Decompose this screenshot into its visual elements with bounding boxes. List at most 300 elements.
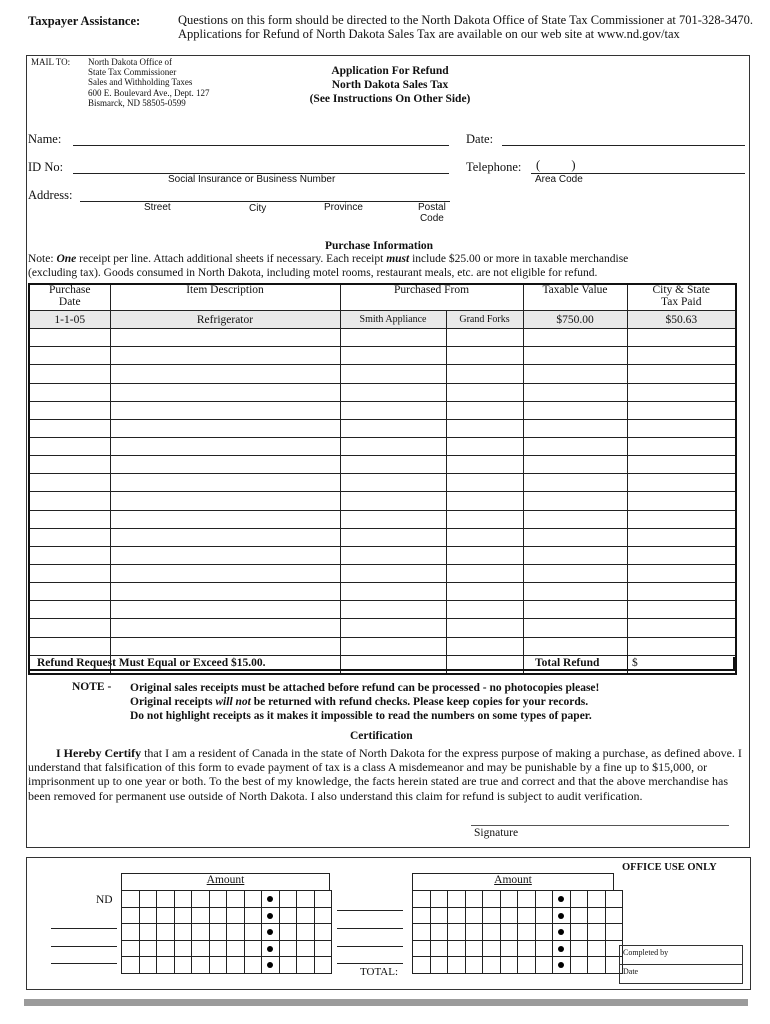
digit-cell[interactable] <box>122 957 140 974</box>
decimal-point-cell[interactable] <box>553 940 571 957</box>
table-cell[interactable] <box>110 564 340 582</box>
digit-cell[interactable] <box>430 940 448 957</box>
col-purchased-from: Purchased From <box>340 284 523 311</box>
digit-cell[interactable] <box>209 957 227 974</box>
digit-cell[interactable] <box>122 940 140 957</box>
note-line1: Original sales receipts must be attached before refund can be processed - no photocopies please! <box>130 682 600 694</box>
digit-cell[interactable] <box>244 891 262 908</box>
table-cell[interactable] <box>340 456 446 474</box>
code-line-5[interactable] <box>337 928 403 929</box>
digit-cell[interactable] <box>157 891 175 908</box>
digit-cell[interactable] <box>535 891 553 908</box>
table-cell[interactable] <box>110 528 340 546</box>
table-cell[interactable] <box>340 347 446 365</box>
table-cell[interactable] <box>627 546 736 564</box>
table-cell[interactable] <box>446 637 523 655</box>
digit-cell[interactable] <box>448 907 466 924</box>
table-row[interactable] <box>29 601 736 619</box>
total-refund-field[interactable]: $ <box>632 657 638 669</box>
table-cell[interactable] <box>29 329 110 347</box>
digit-cell[interactable] <box>483 891 501 908</box>
table-cell[interactable] <box>523 383 627 401</box>
table-cell[interactable] <box>110 347 340 365</box>
digit-cell[interactable] <box>244 924 262 941</box>
table-cell[interactable] <box>446 383 523 401</box>
table-cell[interactable] <box>523 583 627 601</box>
table-cell[interactable] <box>446 437 523 455</box>
digit-cell[interactable] <box>413 924 431 941</box>
digit-cell[interactable] <box>605 891 623 908</box>
digit-cell[interactable] <box>192 891 210 908</box>
table-cell[interactable] <box>340 528 446 546</box>
digit-cell[interactable] <box>588 924 606 941</box>
table-cell[interactable] <box>29 401 110 419</box>
digit-cell[interactable] <box>570 940 588 957</box>
table-cell[interactable] <box>627 401 736 419</box>
table-cell[interactable] <box>446 510 523 528</box>
amount-header-left: Amount <box>121 873 330 890</box>
note-line2-wrap: Original receipts will not be returned with refund checks. Please keep copies for your records. <box>130 696 589 708</box>
table-cell[interactable] <box>627 637 736 655</box>
table-cell[interactable] <box>340 401 446 419</box>
id-label: ID No: <box>28 160 64 174</box>
table-cell[interactable] <box>446 492 523 510</box>
table-cell[interactable] <box>446 329 523 347</box>
table-cell[interactable] <box>340 546 446 564</box>
digit-cell[interactable] <box>448 891 466 908</box>
table-cell[interactable] <box>340 492 446 510</box>
table-cell[interactable] <box>340 474 446 492</box>
table-cell[interactable] <box>523 564 627 582</box>
digit-cell[interactable] <box>518 940 536 957</box>
table-cell[interactable] <box>29 619 110 637</box>
amount-grid-right[interactable] <box>412 890 623 974</box>
digit-cell[interactable] <box>448 924 466 941</box>
table-cell[interactable] <box>340 619 446 637</box>
digit-cell[interactable] <box>465 940 483 957</box>
note-mid: receipt per line. Attach additional sheets if necessary. Each receipt <box>79 253 384 265</box>
table-cell[interactable] <box>446 347 523 365</box>
digit-cell[interactable] <box>448 957 466 974</box>
digit-cell[interactable] <box>518 891 536 908</box>
table-row[interactable] <box>29 546 736 564</box>
digit-cell[interactable] <box>279 907 297 924</box>
table-cell[interactable] <box>523 329 627 347</box>
table-cell[interactable] <box>627 383 736 401</box>
nd-label: ND <box>96 894 113 906</box>
digit-cell[interactable] <box>209 940 227 957</box>
digit-cell[interactable] <box>500 907 518 924</box>
total-label: TOTAL: <box>360 966 399 978</box>
digit-cell[interactable] <box>279 940 297 957</box>
digit-cell[interactable] <box>209 907 227 924</box>
digit-cell[interactable] <box>192 924 210 941</box>
table-cell[interactable] <box>110 546 340 564</box>
digit-cell[interactable] <box>279 924 297 941</box>
table-cell[interactable] <box>110 601 340 619</box>
digit-cell[interactable] <box>535 957 553 974</box>
table-cell[interactable] <box>446 546 523 564</box>
table-cell[interactable] <box>29 528 110 546</box>
decimal-point-cell[interactable] <box>262 891 280 908</box>
digit-cell[interactable] <box>570 907 588 924</box>
table-cell[interactable] <box>523 510 627 528</box>
table-row[interactable] <box>29 492 736 510</box>
table-cell[interactable] <box>110 383 340 401</box>
table-cell[interactable] <box>627 528 736 546</box>
table-cell[interactable] <box>627 419 736 437</box>
digit-cell[interactable] <box>314 957 332 974</box>
table-cell[interactable] <box>110 456 340 474</box>
completed-by-box[interactable]: Completed by <box>619 945 743 965</box>
code-line-4[interactable] <box>337 910 403 911</box>
refund-request-text: Refund Request Must Equal or Exceed $15.00. <box>37 657 266 669</box>
area-code-caption: Area Code <box>535 174 583 185</box>
digit-cell[interactable] <box>314 907 332 924</box>
table-cell[interactable] <box>523 601 627 619</box>
table-cell[interactable] <box>29 510 110 528</box>
digit-cell[interactable] <box>279 957 297 974</box>
table-cell[interactable] <box>523 401 627 419</box>
table-cell[interactable] <box>627 329 736 347</box>
digit-cell[interactable] <box>314 891 332 908</box>
digit-cell[interactable] <box>535 907 553 924</box>
table-row[interactable] <box>29 437 736 455</box>
digit-cell[interactable] <box>500 940 518 957</box>
table-cell[interactable] <box>340 329 446 347</box>
digit-cell[interactable] <box>227 891 245 908</box>
table-cell[interactable] <box>523 456 627 474</box>
note-must: must <box>386 253 410 265</box>
table-cell[interactable] <box>340 383 446 401</box>
code-line-6[interactable] <box>337 946 403 947</box>
table-row[interactable] <box>29 583 736 601</box>
taxpayer-assistance-label: Taxpayer Assistance: <box>28 14 141 28</box>
table-cell[interactable] <box>523 637 627 655</box>
date-label: Date: <box>466 132 494 146</box>
table-cell[interactable] <box>446 564 523 582</box>
digit-cell[interactable] <box>430 891 448 908</box>
digit-cell[interactable] <box>605 907 623 924</box>
decimal-point-cell[interactable] <box>262 940 280 957</box>
table-cell[interactable] <box>523 474 627 492</box>
digit-cell[interactable] <box>297 907 315 924</box>
digit-cell[interactable] <box>297 957 315 974</box>
table-cell[interactable] <box>110 419 340 437</box>
digit-cell[interactable] <box>500 891 518 908</box>
digit-cell[interactable] <box>174 891 192 908</box>
digit-cell[interactable] <box>413 891 431 908</box>
sample-city: Grand Forks <box>446 311 523 329</box>
digit-cell[interactable] <box>465 907 483 924</box>
table-cell[interactable] <box>110 474 340 492</box>
table-cell[interactable] <box>446 365 523 383</box>
digit-cell[interactable] <box>122 907 140 924</box>
digit-cell[interactable] <box>588 940 606 957</box>
decimal-point-cell[interactable] <box>262 924 280 941</box>
table-cell[interactable] <box>29 437 110 455</box>
table-cell[interactable] <box>446 474 523 492</box>
amount-header-right: Amount <box>412 873 614 890</box>
digit-cell[interactable] <box>430 957 448 974</box>
telephone-label: Telephone: <box>466 160 522 174</box>
digit-cell[interactable] <box>227 940 245 957</box>
digit-cell[interactable] <box>174 907 192 924</box>
table-cell[interactable] <box>627 564 736 582</box>
table-cell[interactable] <box>446 456 523 474</box>
table-cell[interactable] <box>110 492 340 510</box>
digit-cell[interactable] <box>139 891 157 908</box>
table-cell[interactable] <box>29 492 110 510</box>
digit-cell[interactable] <box>465 924 483 941</box>
table-cell[interactable] <box>523 492 627 510</box>
digit-cell[interactable] <box>483 924 501 941</box>
table-row[interactable] <box>29 365 736 383</box>
table-cell[interactable] <box>627 583 736 601</box>
decimal-point-cell[interactable] <box>553 891 571 908</box>
digit-cell[interactable] <box>518 924 536 941</box>
certification-text: I Hereby Certify that I am a resident of Canada in the state of North Dakota for the express purpose of making a purchase, as defined above. I understand that falsification of this form to evade payment of tax is a class A misdemeanor and may be punishable by a fine up to $15,000, or imprisonment up to one year or both. To the best of my knowledge, the facts herein stated are true and correct and that the above merchandise has been removed for permanent use outside of North Dakota. I also understand this claim for refund is subject to audit verification. <box>28 746 742 803</box>
amount-grid-left[interactable] <box>121 890 332 974</box>
digit-cell[interactable] <box>570 891 588 908</box>
table-row[interactable] <box>29 456 736 474</box>
table-cell[interactable] <box>627 510 736 528</box>
table-row[interactable] <box>29 474 736 492</box>
mail-to-label: MAIL TO: <box>31 57 71 67</box>
digit-cell[interactable] <box>139 957 157 974</box>
table-cell[interactable] <box>523 546 627 564</box>
digit-cell[interactable] <box>448 940 466 957</box>
table-cell[interactable] <box>627 474 736 492</box>
digit-cell[interactable] <box>297 924 315 941</box>
digit-cell[interactable] <box>157 957 175 974</box>
digit-cell[interactable] <box>174 940 192 957</box>
digit-cell[interactable] <box>518 957 536 974</box>
code-line-2[interactable] <box>51 946 117 947</box>
table-cell[interactable] <box>110 583 340 601</box>
table-cell[interactable] <box>627 456 736 474</box>
table-cell[interactable] <box>340 637 446 655</box>
table-cell[interactable] <box>29 637 110 655</box>
digit-cell[interactable] <box>297 940 315 957</box>
decimal-point-cell[interactable] <box>262 907 280 924</box>
name-field[interactable] <box>73 145 449 146</box>
digit-cell[interactable] <box>413 957 431 974</box>
table-row[interactable] <box>29 510 736 528</box>
table-cell[interactable] <box>29 365 110 383</box>
code-line-3[interactable] <box>51 963 117 964</box>
table-cell[interactable] <box>29 347 110 365</box>
province-caption: Province <box>324 202 363 213</box>
digit-cell[interactable] <box>297 891 315 908</box>
certification-title: Certification <box>350 730 413 742</box>
table-cell[interactable] <box>340 601 446 619</box>
table-row[interactable] <box>29 329 736 347</box>
refund-total-row <box>28 657 735 671</box>
digit-cell[interactable] <box>483 907 501 924</box>
table-cell[interactable] <box>446 601 523 619</box>
table-cell[interactable] <box>110 401 340 419</box>
digit-cell[interactable] <box>279 891 297 908</box>
table-cell[interactable] <box>110 329 340 347</box>
form-title-line1: Application For Refund <box>331 65 449 77</box>
table-cell[interactable] <box>29 474 110 492</box>
digit-cell[interactable] <box>244 957 262 974</box>
date-field[interactable] <box>502 145 745 146</box>
digit-cell[interactable] <box>465 957 483 974</box>
table-cell[interactable] <box>29 546 110 564</box>
decimal-point-cell[interactable] <box>553 957 571 974</box>
city-caption: City <box>249 203 267 214</box>
digit-cell[interactable] <box>227 957 245 974</box>
digit-cell[interactable] <box>122 924 140 941</box>
code-line-7[interactable] <box>337 963 403 964</box>
table-cell[interactable] <box>627 619 736 637</box>
table-cell[interactable] <box>340 419 446 437</box>
digit-cell[interactable] <box>139 924 157 941</box>
table-row[interactable] <box>29 347 736 365</box>
note-rest: include $25.00 or more in taxable merchandise <box>412 253 629 265</box>
digit-cell[interactable] <box>430 907 448 924</box>
digit-cell[interactable] <box>157 940 175 957</box>
sample-tax: $50.63 <box>627 311 736 329</box>
digit-cell[interactable] <box>192 940 210 957</box>
table-cell[interactable] <box>340 510 446 528</box>
table-cell[interactable] <box>446 583 523 601</box>
table-cell[interactable] <box>523 437 627 455</box>
table-cell[interactable] <box>29 456 110 474</box>
decimal-point-cell[interactable] <box>553 907 571 924</box>
table-cell[interactable] <box>29 564 110 582</box>
digit-cell[interactable] <box>314 940 332 957</box>
table-row[interactable] <box>29 383 736 401</box>
sample-item: Refrigerator <box>110 311 340 329</box>
note-one: One <box>56 253 77 265</box>
table-cell[interactable] <box>110 437 340 455</box>
table-cell[interactable] <box>110 510 340 528</box>
code-line-1[interactable] <box>51 928 117 929</box>
col-taxable-value: Taxable Value <box>523 284 627 311</box>
digit-cell[interactable] <box>192 907 210 924</box>
table-cell[interactable] <box>627 601 736 619</box>
table-cell[interactable] <box>446 528 523 546</box>
digit-cell[interactable] <box>570 957 588 974</box>
digit-cell[interactable] <box>518 907 536 924</box>
digit-cell[interactable] <box>500 924 518 941</box>
digit-cell[interactable] <box>588 957 606 974</box>
digit-cell[interactable] <box>588 891 606 908</box>
table-row-sample <box>29 311 736 329</box>
table-cell[interactable] <box>29 383 110 401</box>
digit-cell[interactable] <box>535 940 553 957</box>
digit-cell[interactable] <box>483 940 501 957</box>
digit-cell[interactable] <box>157 924 175 941</box>
digit-cell[interactable] <box>500 957 518 974</box>
table-row[interactable] <box>29 401 736 419</box>
digit-cell[interactable] <box>483 957 501 974</box>
table-cell[interactable] <box>627 365 736 383</box>
table-cell[interactable] <box>446 619 523 637</box>
table-cell[interactable] <box>29 419 110 437</box>
note-prefix: Note: <box>28 253 54 265</box>
digit-cell[interactable] <box>122 891 140 908</box>
decimal-point-cell[interactable] <box>553 924 571 941</box>
digit-cell[interactable] <box>314 924 332 941</box>
signature-field[interactable] <box>471 825 729 826</box>
digit-cell[interactable] <box>413 940 431 957</box>
digit-cell[interactable] <box>413 907 431 924</box>
total-refund-label: Total Refund <box>535 657 600 669</box>
purchase-note <box>28 253 752 280</box>
digit-cell[interactable] <box>139 907 157 924</box>
table-row[interactable] <box>29 419 736 437</box>
note-line3: Do not highlight receipts as it makes it impossible to read the numbers on some types of paper. <box>130 710 592 722</box>
digit-cell[interactable] <box>209 891 227 908</box>
digit-cell[interactable] <box>209 924 227 941</box>
sample-value: $750.00 <box>523 311 627 329</box>
table-cell[interactable] <box>523 619 627 637</box>
sample-date: 1-1-05 <box>29 311 110 329</box>
digit-cell[interactable] <box>244 907 262 924</box>
table-cell[interactable] <box>29 583 110 601</box>
table-cell[interactable] <box>110 637 340 655</box>
digit-cell[interactable] <box>227 924 245 941</box>
date-box[interactable]: Date <box>619 964 743 984</box>
digit-cell[interactable] <box>157 907 175 924</box>
form-title <box>280 64 500 106</box>
table-cell[interactable] <box>110 619 340 637</box>
digit-cell[interactable] <box>605 924 623 941</box>
digit-cell[interactable] <box>174 957 192 974</box>
postal-code-caption: Postal Code <box>418 202 446 224</box>
note-label: NOTE - <box>72 681 112 693</box>
table-cell[interactable] <box>627 492 736 510</box>
table-cell[interactable] <box>523 419 627 437</box>
table-cell[interactable] <box>340 583 446 601</box>
digit-cell[interactable] <box>535 924 553 941</box>
office-use-only-label: OFFICE USE ONLY <box>622 862 717 873</box>
table-cell[interactable] <box>110 365 340 383</box>
digit-cell[interactable] <box>430 924 448 941</box>
digit-cell[interactable] <box>588 907 606 924</box>
table-cell[interactable] <box>523 528 627 546</box>
table-row[interactable] <box>29 528 736 546</box>
table-cell[interactable] <box>340 365 446 383</box>
table-cell[interactable] <box>523 365 627 383</box>
signature-label: Signature <box>474 827 519 839</box>
digit-cell[interactable] <box>465 891 483 908</box>
digit-cell[interactable] <box>192 957 210 974</box>
digit-cell[interactable] <box>570 924 588 941</box>
digit-cell[interactable] <box>244 940 262 957</box>
digit-cell[interactable] <box>227 907 245 924</box>
table-row[interactable] <box>29 619 736 637</box>
table-cell[interactable] <box>627 347 736 365</box>
decimal-point-cell[interactable] <box>262 957 280 974</box>
table-cell[interactable] <box>446 419 523 437</box>
table-cell[interactable] <box>340 437 446 455</box>
table-row[interactable] <box>29 564 736 582</box>
table-cell[interactable] <box>29 601 110 619</box>
digit-cell[interactable] <box>174 924 192 941</box>
table-cell[interactable] <box>446 401 523 419</box>
table-cell[interactable] <box>523 347 627 365</box>
address-field[interactable] <box>80 201 450 202</box>
table-row[interactable] <box>29 637 736 655</box>
table-cell[interactable] <box>627 437 736 455</box>
digit-cell[interactable] <box>139 940 157 957</box>
table-cell[interactable] <box>340 564 446 582</box>
